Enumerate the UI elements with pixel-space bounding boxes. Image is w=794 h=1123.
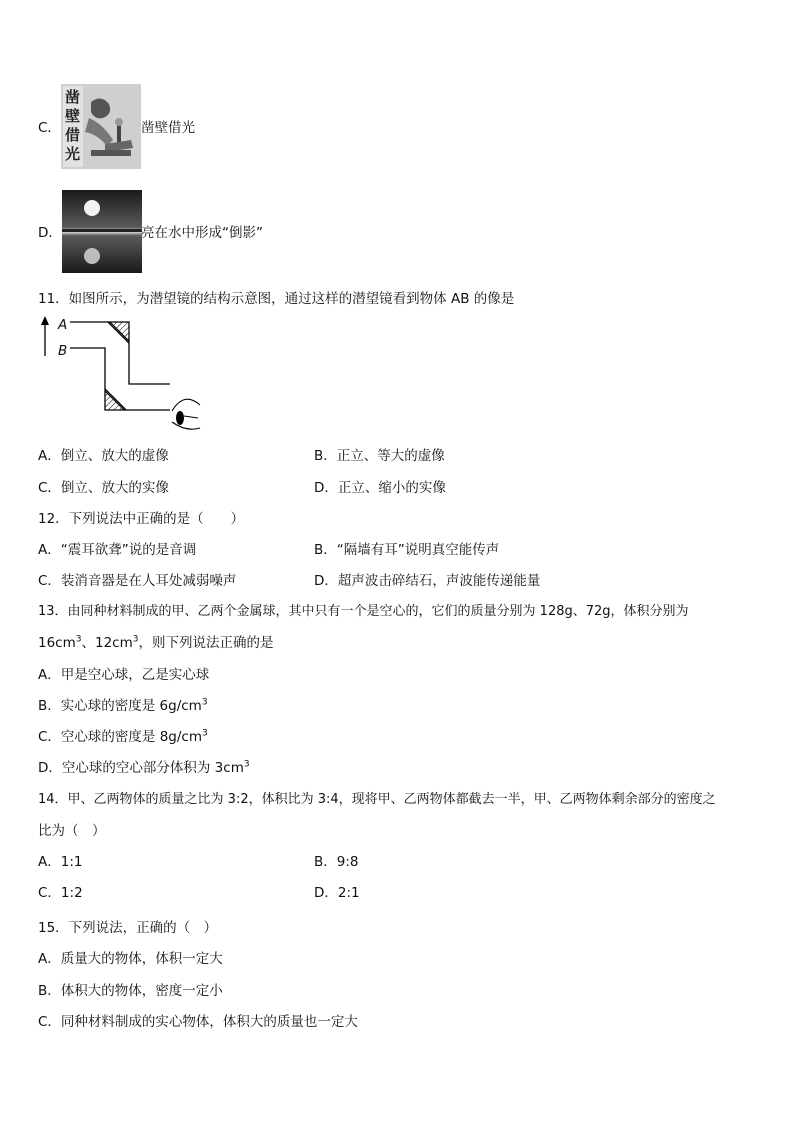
q13-sup-2: 3 [132, 634, 139, 645]
periscope-diagram [36, 312, 206, 440]
q11-option-c: C．倒立、放大的实像 [38, 480, 169, 496]
q13-volume-1: 16cm [38, 635, 76, 651]
q13-option-a: A．甲是空心球，乙是实心球 [38, 667, 210, 683]
q12-stem: 12．下列说法中正确的是（ ） [38, 511, 245, 527]
q13-sup-1: 3 [75, 634, 82, 645]
q11-stem: 11．如图所示，为潜望镜的结构示意图，通过这样的潜望镜看到物体 AB 的像是 [38, 291, 515, 307]
q13-option-d-text: D．空心球的空心部分体积为 3cm [38, 760, 244, 776]
q12-option-d: D．超声波击碎结石，声波能传递能量 [314, 573, 541, 589]
q13-option-b-text: B．实心球的密度是 6g/cm [38, 698, 202, 714]
q11-option-b: B．正立、等大的虚像 [314, 448, 445, 464]
q13-option-b [38, 697, 208, 715]
q13-stem-tail: ，则下列说法正确的是 [138, 635, 274, 651]
q15-option-a: A．质量大的物体，体积一定大 [38, 951, 223, 967]
q14-option-d: D．2:1 [314, 885, 360, 901]
q15-option-b: B．体积大的物体，密度一定小 [38, 983, 223, 999]
q11-option-d: D．正立、缩小的实像 [314, 480, 446, 496]
moon-reflection-image [62, 190, 142, 273]
moon-reflection-illustration [62, 190, 142, 273]
q14-stem-line1: 14．甲、乙两物体的质量之比为 3:2，体积比为 3:4，现将甲、乙两物体都截去一半，甲、乙两物体剩余部分的密度之 [38, 792, 716, 807]
q13-option-d-sup: 3 [243, 759, 250, 770]
periscope-label-a: A [58, 317, 68, 333]
q13-option-c-text: C．空心球的密度是 8g/cm [38, 729, 202, 745]
q10-option-c-label: C． [38, 120, 61, 136]
chiseling-wall-image [61, 84, 141, 169]
q13-option-c [38, 728, 208, 746]
q10-option-d-label: D． [38, 225, 62, 241]
q14-stem-line2: 比为（ ） [38, 823, 106, 839]
q12-option-b: B．“隔墙有耳”说明真空能传声 [314, 542, 500, 558]
q14-option-b: B．9:8 [314, 854, 359, 870]
q10-option-c-text: 凿壁借光 [141, 120, 195, 136]
periscope-label-b: B [58, 343, 68, 359]
q10-option-d-text: 亮在水中形成“倒影” [141, 225, 263, 241]
q12-option-a: A．“震耳欲聋”说的是音调 [38, 542, 197, 558]
q13-option-c-sup: 3 [202, 728, 208, 739]
q15-stem: 15．下列说法，正确的（ ） [38, 920, 218, 936]
q14-option-a: A．1:1 [38, 854, 83, 870]
q11-option-a: A．倒立、放大的虚像 [38, 448, 169, 464]
q13-stem-line1: 13．由同种材料制成的甲、乙两个金属球，其中只有一个是空心的，它们的质量分别为 128g、72g，体积分别为 [38, 604, 689, 619]
q13-option-d [38, 759, 250, 777]
q14-option-c: C．1:2 [38, 885, 83, 901]
q15-option-c: C．同种材料制成的实心物体，体积大的质量也一定大 [38, 1014, 358, 1030]
chiseling-wall-image-caption: 凿壁借光 [65, 88, 81, 163]
q12-option-c: C．装消音器是在人耳处减弱噪声 [38, 573, 237, 589]
q13-option-b-sup: 3 [201, 697, 208, 708]
q13-volume-2: 、12cm [81, 635, 133, 651]
q13-stem-line2 [38, 634, 274, 652]
